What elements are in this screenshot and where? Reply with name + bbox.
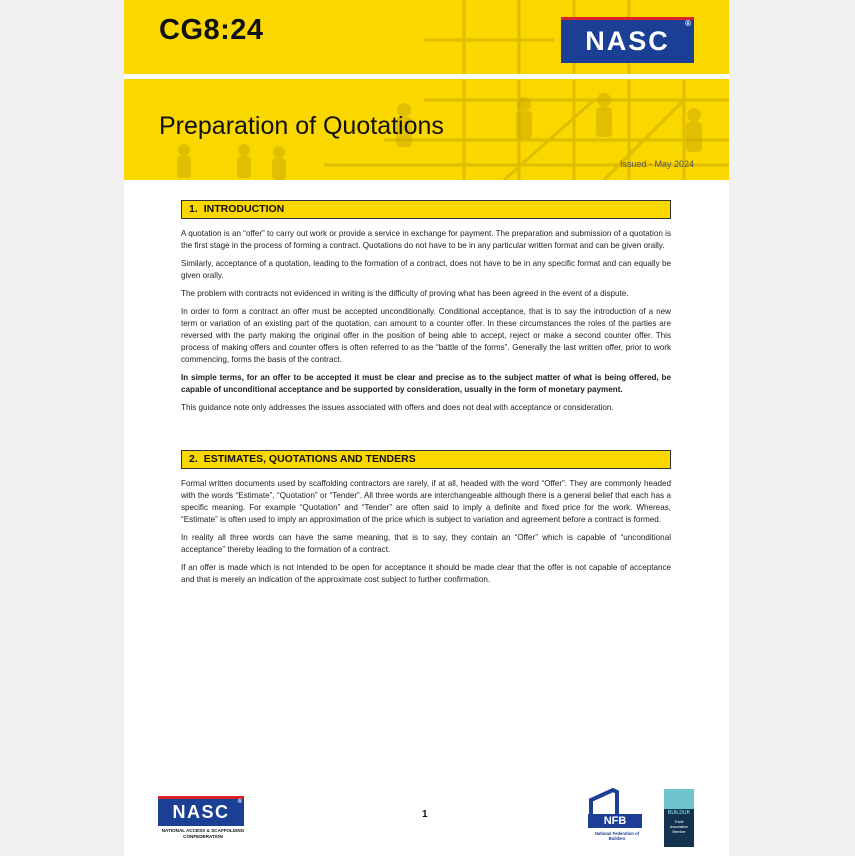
document-title: Preparation of Quotations bbox=[159, 112, 444, 140]
document-code: CG8:24 bbox=[159, 14, 264, 46]
nfb-logo bbox=[587, 788, 647, 840]
footer-nasc-subtitle: NATIONAL ACCESS & SCAFFOLDING CONFEDERATION bbox=[161, 828, 245, 839]
builduk-badge-top bbox=[664, 789, 694, 809]
builduk-subtitle: Trade Association Member bbox=[669, 820, 689, 834]
paragraph: In order to form a contract an offer must be accepted unconditionally. Conditional acceptance, that is to say the introduction of a new term or variation of an existing part of the quotation, can amount to a counter offer. In these circumstances the roles of the parties are reversed with the party making the original offer in the position of being able to accept, reject or make a second counter offer. This process of making offers and counter offers is often referred to as the “battle of the forms”. Generally the last written offer, prior to work commencing, forms the basis of the contract. bbox=[181, 307, 671, 364]
paragraph: Formal written documents used by scaffolding contractors are rarely, if at all, headed with the word “Offer”. They are commonly headed with the words “Estimate”, “Quotation” or “Tender”. All three words are interchangeable although there is a general belief that each has a specific meaning. For example “Quotation” and “Tender” are often said to imply a definite and fixed price for the work. Whereas, “Estimate” is often used to imply an approximation of the price which is subject to variation and agreement before a contract is formed. bbox=[181, 479, 671, 524]
header-divider bbox=[124, 74, 729, 79]
footer-nasc-logo-text: NASC bbox=[172, 802, 230, 822]
paragraph: Similarly, acceptance of a quotation, leading to the formation of a contract, does not have to be in any specific format and can equally be given orally. bbox=[181, 259, 671, 280]
nasc-logo-text: NASC bbox=[585, 26, 670, 56]
paragraph: A quotation is an “offer” to carry out work or provide a service in exchange for payment. The preparation and submission of a quotation is the first stage in the process of forming a contract. Quotations do not have to be in any particular written format and can be given orally. bbox=[181, 229, 671, 250]
registered-mark-icon: ® bbox=[685, 19, 691, 28]
paragraph: If an offer is made which is not intended to be open for acceptance it should be made clear that the offer is not capable of acceptance and that is merely an indication of the approximate cost subject to further confirmation. bbox=[181, 563, 671, 584]
header-banner bbox=[124, 0, 729, 180]
section-title: ESTIMATES, QUOTATIONS AND TENDERS bbox=[203, 453, 416, 465]
section-title: INTRODUCTION bbox=[203, 203, 285, 215]
section-heading-introduction bbox=[181, 200, 671, 219]
paragraph: This guidance note only addresses the issues associated with offers and does not deal with acceptance or consideration. bbox=[181, 403, 614, 412]
builduk-badge bbox=[664, 789, 694, 847]
key-statement-paragraph: In simple terms, for an offer to be accepted it must be clear and precise as to the subject matter of what is being offered, be capable of unconditional acceptance and be supported by consideration, usually in the form of monetary payment. bbox=[181, 373, 671, 394]
document-page bbox=[124, 0, 729, 856]
paragraph: In reality all three words can have the same meaning, that is to say, they contain an “Offer” which is capable of “unconditional acceptance” thereby leading to the formation of a contract. bbox=[181, 533, 671, 554]
page-number: 1 bbox=[422, 809, 428, 820]
issued-date: Issued - May 2024 bbox=[619, 159, 694, 169]
footer-nasc-logo bbox=[158, 796, 244, 826]
nfb-logo-text: NFB bbox=[588, 814, 642, 828]
paragraph: The problem with contracts not evidenced in writing is the difficulty of proving what has been agreed in the event of a dispute. bbox=[181, 289, 629, 298]
section-number: 1. bbox=[189, 203, 198, 215]
document-body bbox=[181, 200, 671, 592]
nfb-subtitle: National Federation of Builders bbox=[594, 831, 640, 841]
builduk-label: BUILDUK bbox=[667, 810, 691, 816]
registered-mark-icon: ® bbox=[237, 799, 242, 805]
section-heading-estimates bbox=[181, 450, 671, 469]
section-number: 2. bbox=[189, 453, 198, 465]
nasc-logo bbox=[561, 17, 694, 63]
